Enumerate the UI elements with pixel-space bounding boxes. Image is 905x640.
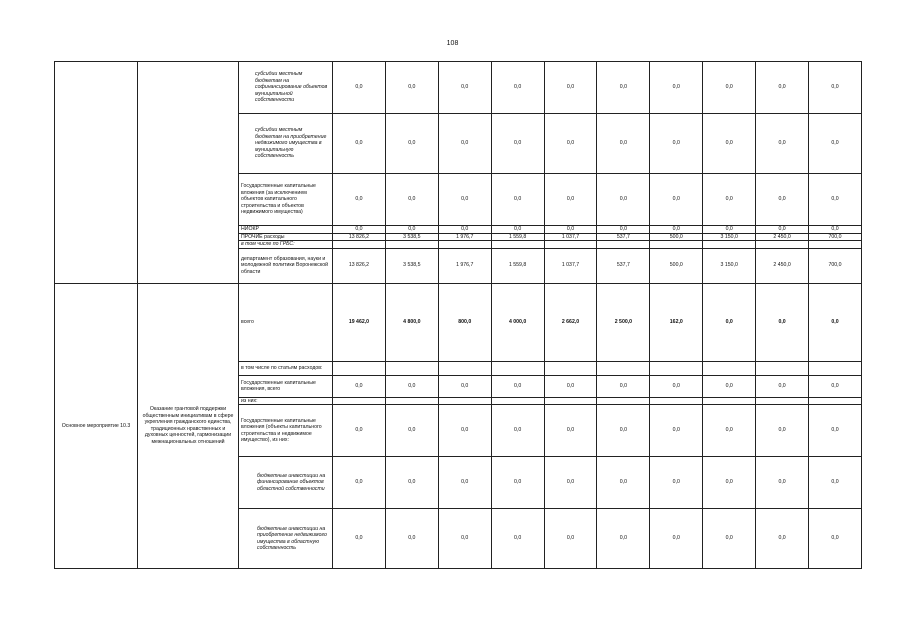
value-cell: 0,0	[333, 457, 386, 509]
row-label: в том числе по ГРБС:	[239, 241, 333, 249]
value-cell: 0,0	[756, 114, 809, 174]
value-cell: 0,0	[385, 174, 438, 226]
value-cell: 0,0	[756, 283, 809, 361]
value-cell: 800,0	[438, 283, 491, 361]
value-cell: 0,0	[544, 375, 597, 397]
value-cell	[333, 397, 386, 405]
table-row	[55, 62, 862, 114]
table-row	[55, 283, 862, 361]
value-cell: 0,0	[703, 375, 756, 397]
row-label: НИОКР	[239, 226, 333, 234]
value-cell: 0,0	[650, 405, 703, 457]
value-cell: 0,0	[438, 457, 491, 509]
value-cell: 2 450,0	[756, 248, 809, 283]
value-cell: 0,0	[650, 174, 703, 226]
value-cell: 537,7	[597, 233, 650, 241]
row-label: Государственные капитальные вложения, всего	[239, 375, 333, 397]
value-cell: 0,0	[809, 457, 862, 509]
value-cell: 500,0	[650, 233, 703, 241]
value-cell: 0,0	[809, 114, 862, 174]
value-cell: 0,0	[438, 114, 491, 174]
value-cell	[385, 397, 438, 405]
value-cell: 700,0	[809, 233, 862, 241]
value-cell: 0,0	[438, 405, 491, 457]
value-cell: 0,0	[385, 226, 438, 234]
value-cell: 0,0	[597, 509, 650, 569]
value-cell: 0,0	[333, 509, 386, 569]
value-cell: 0,0	[809, 405, 862, 457]
event-description: Оказание грантовой поддержки общественным инициативам в сфере укрепления гражданского единства, традиционных нравственных и духовных ценностей, гармонизации межнациональных отношений	[138, 283, 239, 569]
value-cell	[703, 397, 756, 405]
value-cell	[809, 361, 862, 375]
value-cell: 0,0	[756, 457, 809, 509]
empty-cell	[138, 62, 239, 284]
value-cell: 0,0	[809, 283, 862, 361]
value-cell	[597, 241, 650, 249]
value-cell	[333, 361, 386, 375]
value-cell	[491, 241, 544, 249]
value-cell: 0,0	[333, 375, 386, 397]
value-cell: 0,0	[544, 457, 597, 509]
value-cell: 537,7	[597, 248, 650, 283]
row-label: бюджетные инвестиции на финансирование объектов областной собственности	[239, 457, 333, 509]
value-cell: 0,0	[491, 375, 544, 397]
value-cell: 0,0	[438, 174, 491, 226]
value-cell: 0,0	[703, 174, 756, 226]
value-cell: 3 538,5	[385, 233, 438, 241]
event-name: Основное мероприятие 10.3	[55, 283, 138, 569]
value-cell	[385, 361, 438, 375]
value-cell	[597, 397, 650, 405]
value-cell: 19 462,0	[333, 283, 386, 361]
value-cell: 0,0	[650, 226, 703, 234]
value-cell	[703, 241, 756, 249]
value-cell: 0,0	[703, 457, 756, 509]
row-label: департамент образования, науки и молодежной политики Воронежской области	[239, 248, 333, 283]
value-cell: 0,0	[438, 62, 491, 114]
value-cell: 162,0	[650, 283, 703, 361]
value-cell: 2 500,0	[597, 283, 650, 361]
value-cell: 3 150,0	[703, 233, 756, 241]
value-cell: 0,0	[333, 405, 386, 457]
value-cell: 0,0	[491, 509, 544, 569]
value-cell: 0,0	[756, 62, 809, 114]
value-cell: 3 538,5	[385, 248, 438, 283]
value-cell: 0,0	[703, 114, 756, 174]
value-cell	[756, 361, 809, 375]
value-cell: 1 037,7	[544, 248, 597, 283]
value-cell: 1 037,7	[544, 233, 597, 241]
value-cell: 4 000,0	[491, 283, 544, 361]
page-number: 108	[446, 40, 459, 47]
value-cell: 0,0	[756, 405, 809, 457]
value-cell: 4 800,0	[385, 283, 438, 361]
value-cell: 0,0	[597, 457, 650, 509]
value-cell	[650, 361, 703, 375]
value-cell: 0,0	[597, 405, 650, 457]
value-cell: 0,0	[385, 457, 438, 509]
value-cell: 1 559,8	[491, 248, 544, 283]
row-label: бюджетные инвестиции на приобретение недвижимого имущества в областную собственность	[239, 509, 333, 569]
value-cell: 0,0	[438, 509, 491, 569]
value-cell: 0,0	[650, 114, 703, 174]
value-cell: 0,0	[809, 375, 862, 397]
value-cell: 0,0	[385, 114, 438, 174]
value-cell: 0,0	[809, 174, 862, 226]
value-cell: 0,0	[703, 283, 756, 361]
value-cell: 0,0	[544, 405, 597, 457]
row-label: субсидии местным бюджетам на приобретение недвижимого имущества в муниципальную собственность	[239, 114, 333, 174]
value-cell: 0,0	[385, 405, 438, 457]
value-cell: 0,0	[650, 375, 703, 397]
value-cell	[491, 397, 544, 405]
value-cell: 0,0	[597, 62, 650, 114]
value-cell: 0,0	[597, 174, 650, 226]
value-cell: 0,0	[756, 174, 809, 226]
row-label: в том числе по статьям расходов:	[239, 361, 333, 375]
value-cell: 0,0	[438, 226, 491, 234]
value-cell	[385, 241, 438, 249]
value-cell	[703, 361, 756, 375]
value-cell: 0,0	[650, 457, 703, 509]
value-cell	[333, 241, 386, 249]
value-cell: 0,0	[491, 405, 544, 457]
budget-table	[54, 61, 862, 569]
value-cell: 0,0	[544, 509, 597, 569]
value-cell: 700,0	[809, 248, 862, 283]
value-cell	[544, 361, 597, 375]
row-label: субсидии местным бюджетам на софинансирование объектов муниципальной собственности	[239, 62, 333, 114]
value-cell: 0,0	[385, 375, 438, 397]
value-cell: 0,0	[809, 226, 862, 234]
value-cell: 0,0	[544, 174, 597, 226]
value-cell: 0,0	[597, 114, 650, 174]
value-cell	[809, 397, 862, 405]
value-cell: 0,0	[703, 509, 756, 569]
value-cell	[544, 397, 597, 405]
value-cell	[809, 241, 862, 249]
value-cell: 0,0	[650, 62, 703, 114]
value-cell: 0,0	[544, 62, 597, 114]
value-cell: 0,0	[650, 509, 703, 569]
value-cell: 0,0	[756, 375, 809, 397]
value-cell	[756, 397, 809, 405]
value-cell: 2 450,0	[756, 233, 809, 241]
value-cell	[650, 241, 703, 249]
value-cell: 1 976,7	[438, 248, 491, 283]
value-cell: 0,0	[703, 405, 756, 457]
value-cell: 0,0	[703, 226, 756, 234]
value-cell: 13 826,2	[333, 248, 386, 283]
value-cell: 0,0	[491, 114, 544, 174]
value-cell: 0,0	[333, 114, 386, 174]
row-label: Государственные капитальные вложения (за исключением объектов капитального строительства и объектов недвижимого имущества)	[239, 174, 333, 226]
value-cell: 0,0	[491, 457, 544, 509]
value-cell: 0,0	[491, 62, 544, 114]
value-cell: 0,0	[544, 114, 597, 174]
value-cell	[650, 397, 703, 405]
value-cell: 0,0	[809, 509, 862, 569]
value-cell: 2 662,0	[544, 283, 597, 361]
value-cell	[438, 361, 491, 375]
value-cell: 1 976,7	[438, 233, 491, 241]
value-cell: 0,0	[756, 226, 809, 234]
value-cell: 0,0	[438, 375, 491, 397]
row-label: из них:	[239, 397, 333, 405]
value-cell: 0,0	[809, 62, 862, 114]
row-label: ПРОЧИЕ расходы	[239, 233, 333, 241]
value-cell: 0,0	[385, 62, 438, 114]
value-cell: 0,0	[333, 62, 386, 114]
value-cell: 0,0	[385, 509, 438, 569]
value-cell: 0,0	[491, 174, 544, 226]
value-cell: 0,0	[491, 226, 544, 234]
value-cell: 0,0	[597, 226, 650, 234]
value-cell: 13 826,2	[333, 233, 386, 241]
value-cell: 0,0	[544, 226, 597, 234]
value-cell	[756, 241, 809, 249]
value-cell: 0,0	[333, 174, 386, 226]
value-cell	[597, 361, 650, 375]
value-cell	[438, 241, 491, 249]
row-label: Государственные капитальные вложения (объекты капитального строительства и недвижимое имущество), из них:	[239, 405, 333, 457]
value-cell: 3 150,0	[703, 248, 756, 283]
value-cell: 0,0	[597, 375, 650, 397]
value-cell: 0,0	[333, 226, 386, 234]
value-cell: 0,0	[703, 62, 756, 114]
value-cell	[438, 397, 491, 405]
value-cell: 1 559,8	[491, 233, 544, 241]
row-label: всего	[239, 283, 333, 361]
value-cell: 500,0	[650, 248, 703, 283]
value-cell: 0,0	[756, 509, 809, 569]
value-cell	[544, 241, 597, 249]
value-cell	[491, 361, 544, 375]
empty-cell	[55, 62, 138, 284]
